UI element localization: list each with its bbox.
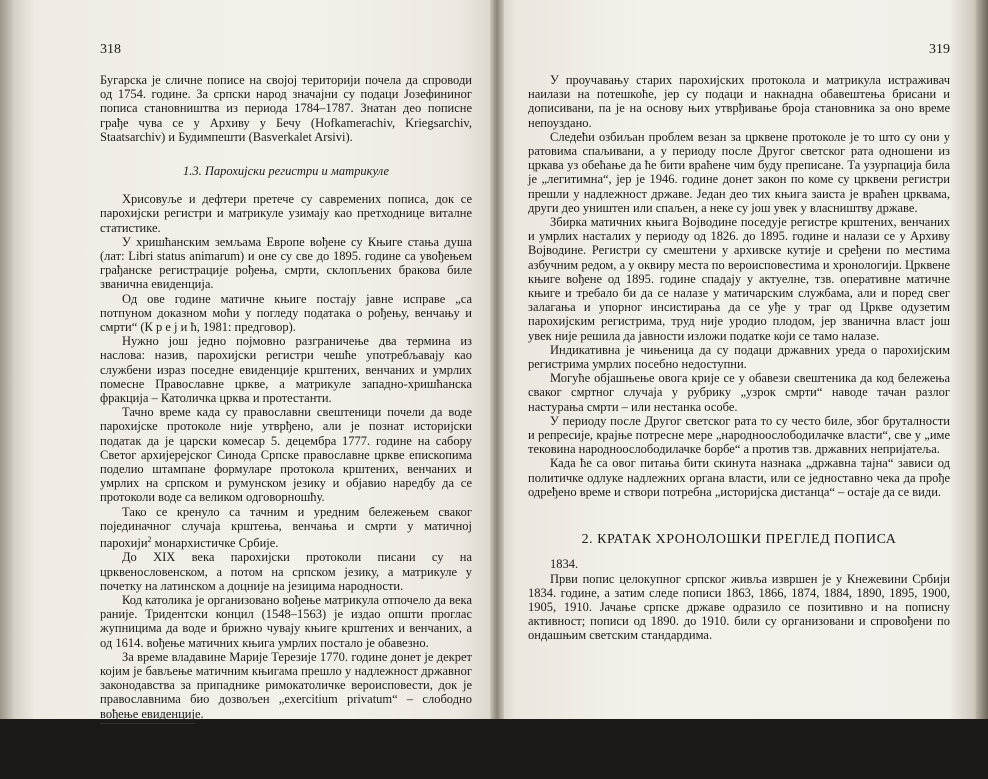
right-page xyxy=(496,0,988,719)
paragraph: Када ће са овог питања бити скинута назнака „државна тајна“ зависи од политичке одлуке надлежних органа власти, или се једноставно чека да прође одређено време и створи потребна „историјска дистанца“ – остаје да се види. xyxy=(528,456,950,499)
paragraph: Тачно време када су православни свештеници почели да воде парохијске протоколе није утврђено, али је познат историјски податак да је царски комесар 5. децембра 1777. године на сабору Светог архијерејског Синода Српске православне цркве епископима поделио штампане формуларе протокола крштених, венчаних и умрлих на српском и румунском језику и објавио наредбу да се протоколи воде са великом одговорношћу. xyxy=(100,405,472,505)
paragraph: Код католика је организовано вођење матрикула отпочело да века раније. Тридентски концил (1548–1563) је издао општи проглас жупницима да воде и брижно чувају књиге крштених и венчаних, а од 1614. вођење матичних књига умрлих постало је обавезно. xyxy=(100,593,472,650)
paragraph: У периоду после Другог светског рата то су често биле, због бруталности и репресије, крајње потресне мере „народноослободилачке власти“, све у „име тековина народноослободилачке борбе“ а против тзв. државних непријатеља. xyxy=(528,413,950,457)
chapter-heading: 2. КРАТАК ХРОНОЛОШКИ ПРЕГЛЕД ПОПИСА xyxy=(581,532,897,548)
paragraph: У хришћанским земљама Европе вођене су Књиге стања душа (лат: Libri status animarum) и оне су све до 1895. године са увођењем грађанске регистрације рођења, смрти, склопљених бракова биле званична евиденција. xyxy=(100,234,472,292)
paragraph xyxy=(100,505,472,551)
page-number: 318 xyxy=(100,42,121,57)
paragraph: Индикативна је чињеница да су подаци државних уреда о парохијским регистрима умрлих посебно недоступни. xyxy=(528,342,950,372)
paragraph-text-end: монархистичке Србије. xyxy=(151,536,279,551)
paragraph: Хрисовуље и дефтери претече су савремених пописа, док се парохијски регистри и матрикуле узимају као претходнице виталне статистике. xyxy=(100,192,472,235)
paragraph: За време владавине Марије Терезије 1770. године донет је декрет којим је бављење матичним књигама прешло у надлежност државног законодавства за припаднике римокатоличке вероисповести, док је православнима био дозвољен „exercitium privatum“ – слободно вођење евиденције. xyxy=(100,649,472,721)
paragraph: Бугарска је сличне пописе на својој територији почела да спроводи од 1754. године. За српски народ значајни су подаци Јозефининог пописа становништва из периода 1784–1787. Знатан део пописне грађе чува се у Архиву у Бечу (Hofkamerachiv, Kriegsarchiv, Staatsarchiv) и Будимпешти (Basverkalet Arsivi). xyxy=(100,73,472,144)
right-text-block xyxy=(528,73,950,643)
left-text-block xyxy=(100,73,472,779)
paragraph: У проучавању старих парохијских протокола и матрикула истраживач наилази на потешкоће, јер су подаци и накнадна обавештења брисани и дописивани, па је на основу њих утврђивање броја становника за оно време непоуздано. xyxy=(528,73,950,130)
paragraph: Могуће објашњење овога крије се у обавези свештеника да код бележења сваког смртног случаја у рубрику „узрок смрти“ наводе тачан разлог настурања смрти – или нестанка особе. xyxy=(528,371,950,414)
footnote-mark: 2 xyxy=(122,727,126,737)
footnote-divider xyxy=(100,723,195,724)
book-gutter xyxy=(490,0,504,719)
page-number: 319 xyxy=(929,42,950,57)
paragraph-text: Тако се кренуло са тачним и уредним бележењем сваког појединачног случаја крштења, венчања и смрти у матичној парохији xyxy=(100,504,472,551)
paragraph: До XIX века парохијски протоколи писани су на црквенословенском, а потом на српском језику, а матрикуле у почетку на латинском а доцније на језицима народности. xyxy=(100,550,472,593)
footnote-text: Парохија је административна јединица у институционалној организацији цркве (Протојереј Б р и ј а, 1999), хришћанска општина, област која се налази под управом једног свештеника, пароха, а има бар једну своју цркву – парохијска црква (В у ј а к л и ј а 1992: 651). xyxy=(100,731,472,779)
paragraph: Нужно још једно појмовно разграничење два термина из наслова: назив, парохијски регистри чешће употребљавају као службени израз поседне евиденције крштених, венчаних и умрлих помесне Православне цркве, а матрикуле западно-хришћанска фракција – Католичка црква и протестанти. xyxy=(100,334,472,406)
paragraph: Први попис целокупног српског живља извршен је у Кнежевини Србији 1834. године, а затим следе пописи 1863, 1866, 1874, 1884, 1890, 1895, 1900, 1905, 1910. Јачање српске државе одразило се позитивно и на пописну активност; пописи од 1890. до 1910. били су организовани и спровођени по ондашњим светским стандардима. xyxy=(528,571,950,643)
year-label: 1834. xyxy=(550,557,579,572)
section-subtitle: 1.3. Парохијски регистри и матрикуле xyxy=(182,164,390,179)
paragraph: Следећи озбиљан проблем везан за црквене протоколе је то што су они у ратовима спаљивани, а у периоду после Другог светског рата одношени из цркава уз обећање да ће бити враћене чим буду преписане. Та узурпација била је „легитимна“, јер је 1946. године донет закон по коме су црквени регистри прешли у надлежност државе. Један део тих књига заиста је враћен црквама, други део уништен или спаљен, а неке су још увек у власништву државе. xyxy=(528,129,950,215)
paragraph: Збирка матичних књига Војводине поседује регистре крштених, венчаних и умрлих насталих у периоду од 1826. до 1895. године и налази се у Архиву Војводине. Регистри су смештени у архивске кутије и сређени по местима азбучним редом, а у оквиру места по вероисповестима и хронологији. Црквене књиге вођене од 1895. године спадају у актуелне, тзв. оперативне матичне књиге и требало би да се налазе у матичарским службама, али и поред свег залагања и упорног инсистирања да се уђе у траг од Цркве одузетим парохијским регистрима, труд није уродио плодом, јер званична власт још увек није решила да јавности изложи податке који се тамо налазе. xyxy=(528,215,950,343)
footnote-ref: 2 xyxy=(147,535,152,545)
book-edge xyxy=(976,0,988,719)
paragraph: Од ове године матичне књиге постају јавне исправе „са потпуном доказном моћи у погледу података о рођењу, венчању и смрти“ (К р е ј и ћ, 1981: предговор). xyxy=(100,291,472,335)
footnote xyxy=(100,727,472,779)
